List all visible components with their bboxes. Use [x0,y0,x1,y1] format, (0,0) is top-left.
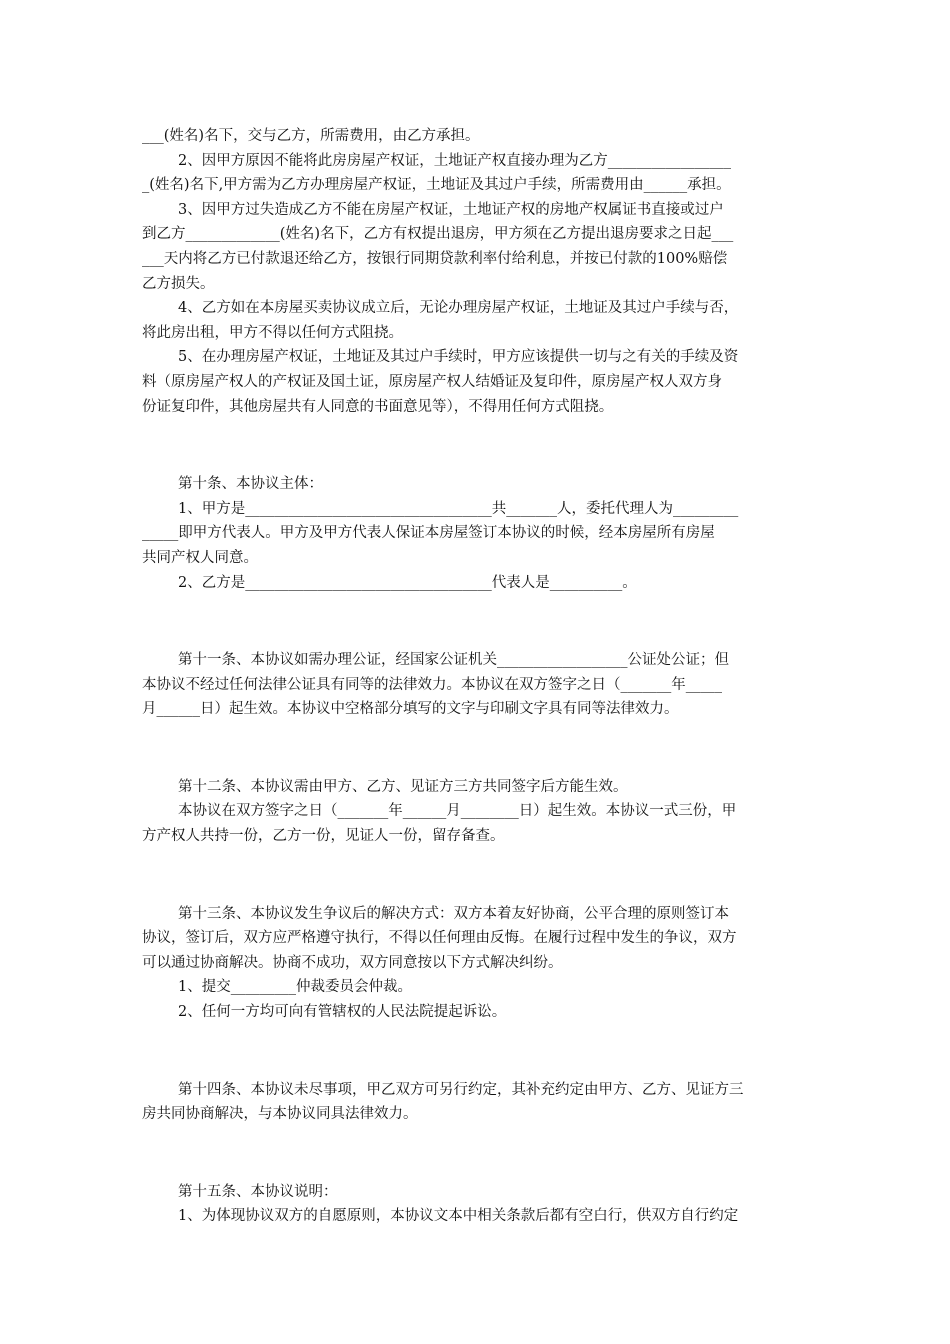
text-line: 料（原房屋产权人的产权证及国土证，原房屋产权人结婚证及复印件，原房屋产权人双方身 [142,373,722,390]
paragraph-gap [142,1127,810,1180]
text-line: 2、乙方是__________________________________代表人是__________。 [178,574,637,591]
text-line: 4、乙方如在本房屋买卖协议成立后，无论办理房屋产权证，土地证及其过户手续与否， [178,300,739,317]
paragraph-gap [142,595,810,648]
text-line: 份证复印件，其他房屋共有人同意的书面意见等），不得用任何方式阻挠。 [142,398,614,415]
text-line: 3、因甲方过失造成乙方不能在房屋产权证，土地证产权的房地产权属证书直接或过户 [178,201,724,218]
article-heading: 第十五条、本协议说明： [178,1183,338,1200]
text-line: 1、甲方是__________________________________共_______人，委托代理人为_________ [178,500,739,517]
text-line: 本协议在双方签字之日（_______年______月________日）起生效。本协议一式三份，甲 [178,803,737,820]
article-heading: 第十三条、本协议发生争议后的解决方式：双方本着友好协商，公平合理的原则签订本 [178,905,729,922]
article-heading: 第十四条、本协议未尽事项，甲乙双方可另行约定，其补充约定由甲方、乙方、见证方三 [178,1081,744,1098]
text-line: 2、任何一方均可向有管辖权的人民法院提起诉讼。 [178,1004,507,1021]
text-line: 将此房出租，甲方不得以任何方式阻挠。 [142,324,403,341]
text-line: 1、提交_________仲裁委员会仲裁。 [178,979,412,996]
text-line: 到乙方_____________(姓名)名下，乙方有权提出退房，甲方须在乙方提出退房要求之日起___ [142,226,734,243]
text-line: 可以通过协商解决。协商不成功，双方同意按以下方式解决纠纷。 [142,954,563,971]
text-line: ___天内将乙方已付款退还给乙方，按银行同期贷款利率付给利息，并按已付款的100%赔偿 [142,250,728,267]
text-line: 房共同协商解决，与本协议同具法律效力。 [142,1106,418,1123]
text-line: 协议，签订后，双方应严格遵守执行，不得以任何理由反悔。在履行过程中发生的争议，双方 [142,930,737,947]
paragraph-gap [142,722,810,775]
paragraph-gap [142,1025,810,1078]
text-line: 共同产权人同意。 [142,549,258,566]
text-line: 2、因甲方原因不能将此房房屋产权证，土地证产权直接办理为乙方_________________ [178,152,731,169]
text-line: 本协议不经过任何法律公证具有同等的法律效力。本协议在双方签字之日（_______年_____ [142,676,722,693]
paragraph-gap [142,419,810,472]
text-line: 方产权人共持一份，乙方一份，见证人一份，留存备查。 [142,828,505,845]
text-line: ___(姓名)名下，交与乙方，所需费用，由乙方承担。 [142,128,480,144]
text-line: 1、为体现协议双方的自愿原则，本协议文本中相关条款后都有空白行，供双方自行约定 [178,1208,739,1225]
article-heading: 第十一条、本协议如需办理公证，经国家公证机关__________________公证处公证；但 [178,652,729,669]
article-heading: 第十条、本协议主体： [178,476,323,493]
text-line: 月______日）起生效。本协议中空格部分填写的文字与印刷文字具有同等法律效力。 [142,701,679,718]
text-line: 5、在办理房屋产权证，土地证及其过户手续时，甲方应该提供一切与之有关的手续及资 [178,349,739,366]
paragraph-gap [142,849,810,902]
article-heading: 第十二条、本协议需由甲方、乙方、见证方三方共同签字后方能生效。 [178,778,628,795]
text-line: 乙方损失。 [142,275,215,292]
text-line: _(姓名)名下,甲方需为乙方办理房屋产权证，土地证及其过户手续，所需费用由______承担。 [142,177,731,194]
text-line: _____即甲方代表人。甲方及甲方代表人保证本房屋签订本协议的时候，经本房屋所有房屋 [142,525,715,542]
document-page [142,124,810,1229]
